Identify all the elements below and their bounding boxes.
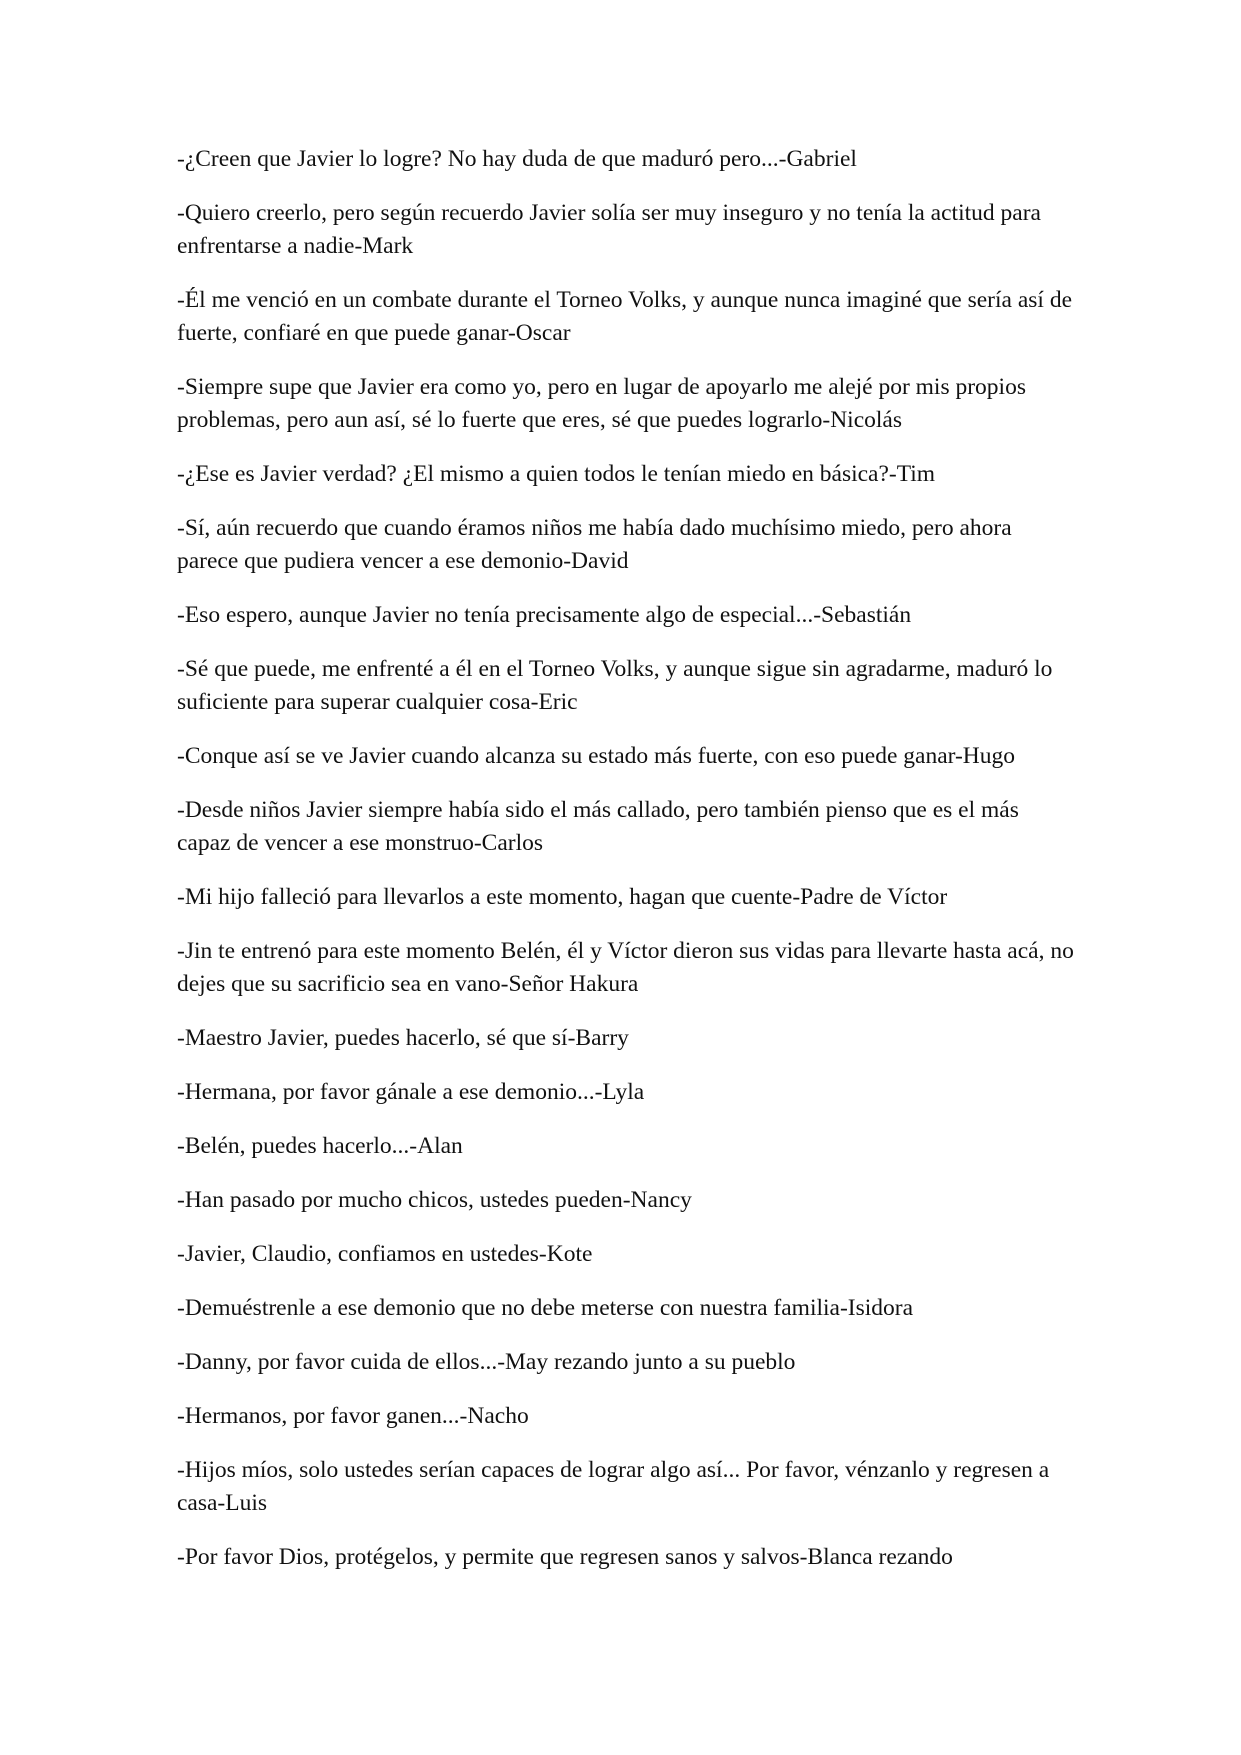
dialogue-line: -¿Creen que Javier lo logre? No hay duda de que maduró pero...-Gabriel: [177, 146, 857, 172]
dialogue-line: -Siempre supe que Javier era como yo, pero en lugar de apoyarlo me alejé por mis propios problemas, pero aun así, sé lo fuerte que eres, sé que puedes lograrlo-Nicolás: [177, 374, 1026, 433]
dialogue-line: -Mi hijo falleció para llevarlos a este momento, hagan que cuente-Padre de Víctor: [177, 884, 948, 910]
dialogue-line: -Quiero creerlo, pero según recuerdo Javier solía ser muy inseguro y no tenía la actitud para enfrentarse a nadie-Mark: [177, 200, 1041, 259]
dialogue-line: -Eso espero, aunque Javier no tenía precisamente algo de especial...-Sebastián: [177, 602, 912, 628]
dialogue-line: -Hermana, por favor gánale a ese demonio...-Lyla: [177, 1079, 645, 1105]
dialogue-line: -Han pasado por mucho chicos, ustedes pueden-Nancy: [177, 1187, 692, 1213]
dialogue-line: -Jin te entrenó para este momento Belén, él y Víctor dieron sus vidas para llevarte hasta acá, no dejes que su sacrificio sea en vano-Señor Hakura: [177, 938, 1074, 997]
dialogue-line: -Conque así se ve Javier cuando alcanza su estado más fuerte, con eso puede ganar-Hugo: [177, 743, 1016, 769]
dialogue-line: -Él me venció en un combate durante el Torneo Volks, y aunque nunca imaginé que sería así de fuerte, confiaré en que puede ganar-Oscar: [177, 287, 1072, 346]
dialogue-line: -Demuéstrenle a ese demonio que no debe meterse con nuestra familia-Isidora: [177, 1295, 914, 1321]
dialogue-line: -Maestro Javier, puedes hacerlo, sé que sí-Barry: [177, 1025, 629, 1051]
dialogue-line: -Sí, aún recuerdo que cuando éramos niños me había dado muchísimo miedo, pero ahora parece que pudiera vencer a ese demonio-David: [177, 515, 1012, 574]
dialogue-line: -Hermanos, por favor ganen...-Nacho: [177, 1403, 529, 1429]
document-body: [177, 143, 1077, 1595]
dialogue-line: -¿Ese es Javier verdad? ¿El mismo a quien todos le tenían miedo en básica?-Tim: [177, 461, 936, 487]
dialogue-line: -Por favor Dios, protégelos, y permite que regresen sanos y salvos-Blanca rezando: [177, 1544, 953, 1570]
dialogue-line: -Desde niños Javier siempre había sido el más callado, pero también pienso que es el más capaz de vencer a ese monstruo-Carlos: [177, 797, 1019, 856]
dialogue-line: -Belén, puedes hacerlo...-Alan: [177, 1133, 463, 1159]
dialogue-line: -Javier, Claudio, confiamos en ustedes-Kote: [177, 1241, 593, 1267]
dialogue-line: -Hijos míos, solo ustedes serían capaces de lograr algo así... Por favor, vénzanlo y regresen a casa-Luis: [177, 1457, 1050, 1516]
dialogue-line: -Sé que puede, me enfrenté a él en el Torneo Volks, y aunque sigue sin agradarme, maduró lo suficiente para superar cualquier cosa-Eric: [177, 656, 1053, 715]
dialogue-line: -Danny, por favor cuida de ellos...-May rezando junto a su pueblo: [177, 1349, 796, 1375]
